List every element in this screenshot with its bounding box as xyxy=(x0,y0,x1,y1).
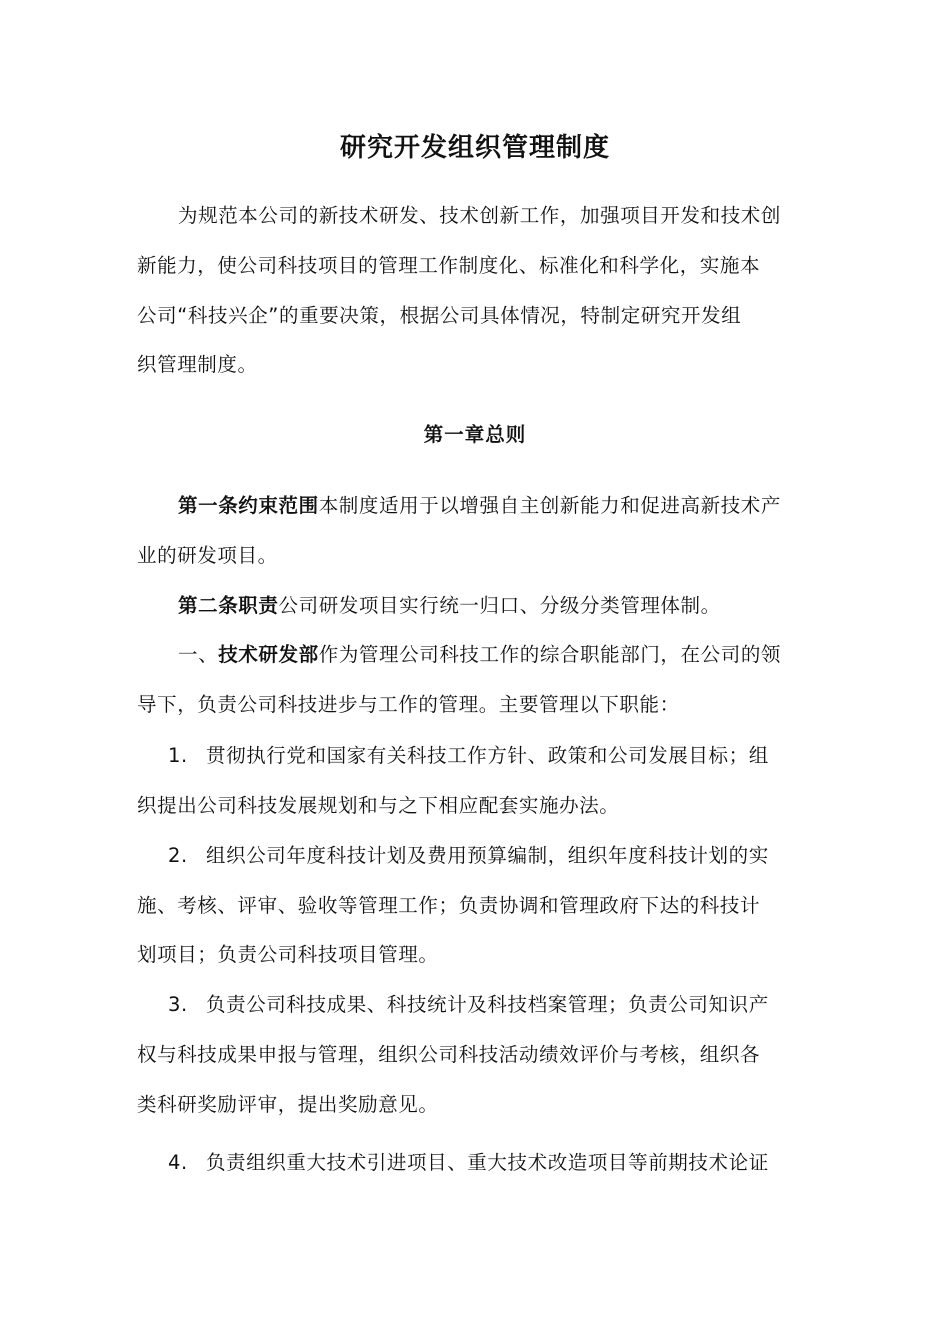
item-4-line-1 xyxy=(168,1148,769,1178)
item-2-line-1 xyxy=(168,841,769,871)
item-4-text: 负责组织重大技术引进项目、重大技术改造项目等前期技术论证 xyxy=(206,1151,769,1174)
item-1-line-1 xyxy=(168,741,769,771)
item-3-line-3: 类科研奖励评审，提出奖励意见。 xyxy=(137,1093,439,1116)
article2-line xyxy=(178,591,721,621)
document-title: 研究开发组织管理制度 xyxy=(339,133,610,163)
item-2-line-3: 划项目；负责公司科技项目管理。 xyxy=(137,943,439,966)
item-1-text: 贯彻执行党和国家有关科技工作方针、政策和公司发展目标；组 xyxy=(206,744,769,767)
item-1-number: 1. xyxy=(168,744,188,767)
article1-heading: 第一条约束范围 xyxy=(178,494,319,517)
item-1-line-2: 织提出公司科技发展规划和与之下相应配套实施办法。 xyxy=(137,794,620,817)
item-3-number: 3. xyxy=(168,993,188,1016)
item-4-number: 4. xyxy=(168,1151,188,1174)
intro-line-1: 为规范本公司的新技术研发、技术创新工作，加强项目开发和技术创 xyxy=(178,204,782,227)
item-2-line-2: 施、考核、评审、验收等管理工作；负责协调和管理政府下达的科技计 xyxy=(137,894,761,917)
item-2-number: 2. xyxy=(168,844,188,867)
section1-prefix: 一、 xyxy=(178,643,219,666)
section1-heading: 技术研发部 xyxy=(218,643,319,666)
section1-text: 作为管理公司科技工作的综合职能部门，在公司的领 xyxy=(318,643,782,666)
chapter-heading: 第一章总则 xyxy=(423,423,527,446)
article1-line-1 xyxy=(178,491,781,521)
section1-line-1 xyxy=(178,640,781,670)
article2-heading: 第二条职责 xyxy=(178,594,279,617)
intro-line-4: 织管理制度。 xyxy=(137,353,258,376)
item-3-text: 负责公司科技成果、科技统计及科技档案管理；负责公司知识产 xyxy=(206,993,769,1016)
article1-line-2: 业的研发项目。 xyxy=(137,544,278,567)
section1-line-2: 导下，负责公司科技进步与工作的管理。主要管理以下职能： xyxy=(137,693,680,716)
article1-text: 本制度适用于以增强自主创新能力和促进高新技术产 xyxy=(318,494,782,517)
item-3-line-2: 权与科技成果申报与管理，组织公司科技活动绩效评价与考核，组织各 xyxy=(137,1043,761,1066)
item-3-line-1 xyxy=(168,990,769,1020)
item-2-text: 组织公司年度科技计划及费用预算编制，组织年度科技计划的实 xyxy=(206,844,769,867)
intro-line-3: 公司“科技兴企”的重要决策，根据公司具体情况，特制定研究开发组 xyxy=(137,304,742,327)
article2-text: 公司研发项目实行统一归口、分级分类管理体制。 xyxy=(278,594,721,617)
intro-line-2: 新能力，使公司科技项目的管理工作制度化、标准化和科学化，实施本 xyxy=(137,254,761,277)
